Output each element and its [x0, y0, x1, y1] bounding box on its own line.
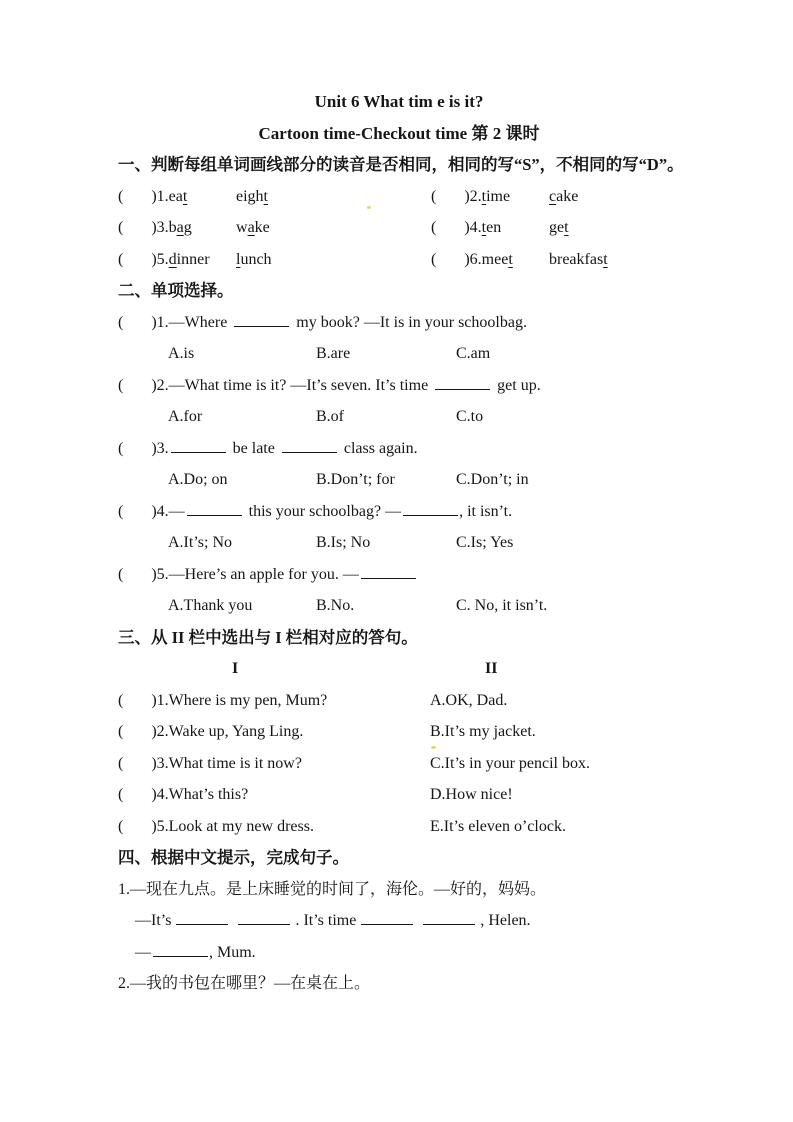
- question-5-option-a: A.Thank you: [168, 597, 253, 614]
- question-3-options: [118, 464, 680, 496]
- pair-4-ten-get: [431, 219, 569, 236]
- pair-row-3: [118, 244, 680, 276]
- pair-6-word-2: [549, 251, 608, 268]
- question-4-blank-2: [403, 511, 458, 516]
- completion-1-reply-text: , Mum.: [209, 943, 256, 961]
- question-5-option-b: B.No.: [316, 597, 355, 614]
- matching-5-answer: E.It’s eleven o’clock.: [430, 817, 566, 835]
- question-2-stem: [118, 370, 680, 402]
- question-1-blank: [234, 322, 289, 327]
- completion-1-reply-blank: [153, 952, 208, 957]
- pair-4-word-2: [549, 219, 569, 236]
- pair-3-bag-wake: [118, 212, 427, 244]
- word-lunch-underlined: l: [236, 250, 241, 268]
- question-1-options: [118, 338, 680, 370]
- completion-1-blank-2: [238, 920, 290, 925]
- question-2-option-b: B.of: [316, 408, 344, 425]
- question-2-text-2: get up.: [497, 376, 541, 394]
- word-lunch-post: unch: [240, 250, 272, 268]
- matching-4-question: ( )4.What’s this?: [118, 786, 249, 803]
- question-1-option-b: B.are: [316, 345, 351, 362]
- question-3-text-2: class again.: [343, 439, 418, 457]
- word-dinner-post: inner: [176, 250, 210, 268]
- pair-3-bracket: ( )3.: [118, 219, 169, 236]
- word-cake-underlined: c: [549, 187, 557, 205]
- question-4-option-a: A.It’s; No: [168, 534, 232, 551]
- matching-5-question: ( )5.Look at my new dress.: [118, 817, 314, 835]
- pair-1-eat-eight: [118, 181, 427, 213]
- question-4-bracket: ( )4.: [118, 502, 169, 520]
- matching-2-question: ( )2.Wake up, Yang Ling.: [118, 723, 304, 740]
- pair-1-word-2: [236, 188, 268, 205]
- word-bag-underlined: a: [176, 219, 184, 236]
- matching-row-3: [118, 748, 680, 780]
- word-get-pre: ge: [549, 219, 565, 236]
- word-cake-post: ake: [556, 187, 579, 205]
- completion-2-chinese: 2.—我的书包在哪里？—在桌在上。: [118, 975, 371, 992]
- question-4-text-1: —: [168, 502, 185, 520]
- pair-2-bracket: ( )2.: [431, 187, 482, 205]
- matching-3-question: ( )3.What time is it now?: [118, 754, 302, 772]
- question-2-text-1: —What time is it? —It’s seven. It’s time: [168, 376, 429, 394]
- question-4-options: [118, 527, 680, 559]
- word-eight-underlined: t: [263, 187, 268, 205]
- word-dinner-underlined: d: [168, 250, 177, 268]
- word-meet-pre: mee: [481, 250, 509, 268]
- question-5-text-1: —Here’s an apple for you. —: [168, 565, 359, 583]
- word-time-post: ime: [486, 187, 511, 205]
- pair-5-word-1: [118, 244, 232, 276]
- question-3-option-b: B.Don’t; for: [316, 471, 395, 488]
- matching-row-5: [118, 811, 680, 843]
- pair-1-bracket: ( )1.: [118, 187, 169, 205]
- completion-1-reply: [118, 937, 680, 969]
- matching-3-answer: C.It’s in your pencil box.: [430, 754, 590, 772]
- completion-1-blank-4: [423, 920, 475, 925]
- question-5-bracket: ( )5.: [118, 565, 169, 583]
- completion-1-blank-3: [361, 920, 413, 925]
- scan-artifact-dot-1: [367, 206, 371, 209]
- word-eat-underlined: t: [182, 187, 188, 205]
- question-2-option-c: C.to: [456, 408, 484, 425]
- pair-3-word-1: [118, 212, 232, 244]
- question-3-blank-2: [282, 448, 337, 453]
- matching-column-headers: [118, 653, 680, 685]
- question-1-option-c: C.am: [456, 345, 491, 362]
- pair-5-bracket: ( )5.: [118, 250, 169, 268]
- question-3-option-a: A.Do; on: [168, 471, 228, 488]
- question-5-option-c: C. No, it isn’t.: [456, 597, 548, 614]
- worksheet-content: [118, 86, 684, 1000]
- pair-row-2: [118, 212, 680, 244]
- word-eat-pre: ea: [168, 187, 183, 205]
- section1-heading: 一、判断每组单词画线部分的读音是否相同，相同的写“S”，不相同的写“D”。: [118, 155, 684, 174]
- word-eight-pre: eigh: [236, 187, 264, 205]
- matching-row-4: [118, 779, 680, 811]
- completion-1-text-1: —It’s: [135, 912, 172, 929]
- matching-1-question: ( )1.Where is my pen, Mum?: [118, 691, 328, 709]
- question-4-stem: [118, 496, 680, 528]
- word-ten-underlined: t: [481, 219, 487, 236]
- word-bag-post: g: [183, 219, 192, 236]
- word-wake-underlined: a: [247, 219, 255, 236]
- question-5-blank: [361, 574, 416, 579]
- pair-5-dinner-lunch: [118, 244, 427, 276]
- question-3-blank-1: [171, 448, 226, 453]
- word-wake-pre: w: [236, 219, 248, 236]
- question-3-text-1: be late: [232, 439, 275, 457]
- column-header-i: I: [232, 660, 239, 677]
- pair-6-meet-breakfast: [431, 251, 608, 268]
- pair-2-word-2: [549, 188, 578, 205]
- pair-3-word-2: [236, 219, 270, 236]
- pair-2-word-1: [431, 181, 545, 213]
- pair-row-1: [118, 181, 680, 213]
- question-1-option-a: A.is: [168, 345, 195, 362]
- column-header-ii: II: [485, 660, 498, 677]
- section2-heading: 二、单项选择。: [118, 281, 234, 300]
- question-5-options: [118, 590, 680, 622]
- pair-5-word-2: [236, 251, 272, 268]
- question-4-option-c: C.Is; Yes: [456, 534, 514, 551]
- word-meet-underlined: t: [508, 250, 513, 268]
- completion-1-reply-dash: —: [135, 943, 151, 961]
- completion-1-text-3: , Helen.: [480, 912, 531, 929]
- page-title: Unit 6 What tim e is it?: [314, 92, 484, 111]
- question-4-text-2: this your schoolbag? —: [248, 502, 402, 520]
- pair-2-time-cake: [431, 188, 578, 205]
- question-2-blank: [435, 385, 490, 390]
- question-1-bracket: ( )1.: [118, 313, 169, 331]
- word-time-underlined: t: [481, 187, 487, 205]
- completion-1-blank-1: [176, 920, 228, 925]
- question-3-option-c: C.Don’t; in: [456, 471, 529, 488]
- question-4-text-3: , it isn’t.: [459, 502, 513, 520]
- page-subtitle: Cartoon time-Checkout time 第 2 课时: [258, 123, 540, 143]
- question-2-option-a: A.for: [168, 408, 203, 425]
- scan-artifact-dot-2: [431, 746, 436, 749]
- section4-heading: 四、根据中文提示，完成句子。: [118, 848, 349, 867]
- matching-1-answer: A.OK, Dad.: [430, 691, 508, 709]
- pair-6-bracket: ( )6.: [431, 250, 482, 268]
- pair-4-word-1: [431, 212, 545, 244]
- matching-row-1: [118, 685, 680, 717]
- matching-2-answer: B.It’s my jacket.: [430, 723, 536, 740]
- word-wake-post: ke: [254, 219, 270, 236]
- matching-4-answer: D.How nice!: [430, 786, 513, 803]
- word-breakfast-pre: breakfas: [549, 250, 604, 268]
- question-5-stem: [118, 559, 680, 591]
- question-3-bracket: ( )3.: [118, 439, 169, 457]
- question-3-stem: [118, 433, 680, 465]
- completion-1-chinese: 1.—现在九点。是上床睡觉的时间了，海伦。—好的，妈妈。: [118, 880, 547, 898]
- pair-6-word-1: [431, 244, 545, 276]
- word-ten-post: en: [486, 219, 502, 236]
- question-2-bracket: ( )2.: [118, 376, 169, 394]
- word-get-underlined: t: [564, 219, 569, 236]
- completion-1-english: [118, 905, 680, 937]
- pair-1-word-1: [118, 181, 232, 213]
- pair-4-bracket: ( )4.: [431, 219, 482, 236]
- question-1-text-2: my book? —It is in your schoolbag.: [296, 313, 527, 331]
- completion-1-text-2: . It’s time: [295, 912, 357, 929]
- question-4-blank-1: [187, 511, 242, 516]
- word-breakfast-underlined: t: [603, 250, 608, 268]
- question-1-text-1: —Where: [168, 313, 228, 331]
- matching-row-2: [118, 716, 680, 748]
- question-2-options: [118, 401, 680, 433]
- section3-heading: 三、从 II 栏中选出与 I 栏相对应的答句。: [118, 627, 418, 647]
- word-bag-pre: b: [168, 219, 177, 236]
- question-1-stem: [118, 307, 680, 339]
- question-4-option-b: B.Is; No: [316, 534, 371, 551]
